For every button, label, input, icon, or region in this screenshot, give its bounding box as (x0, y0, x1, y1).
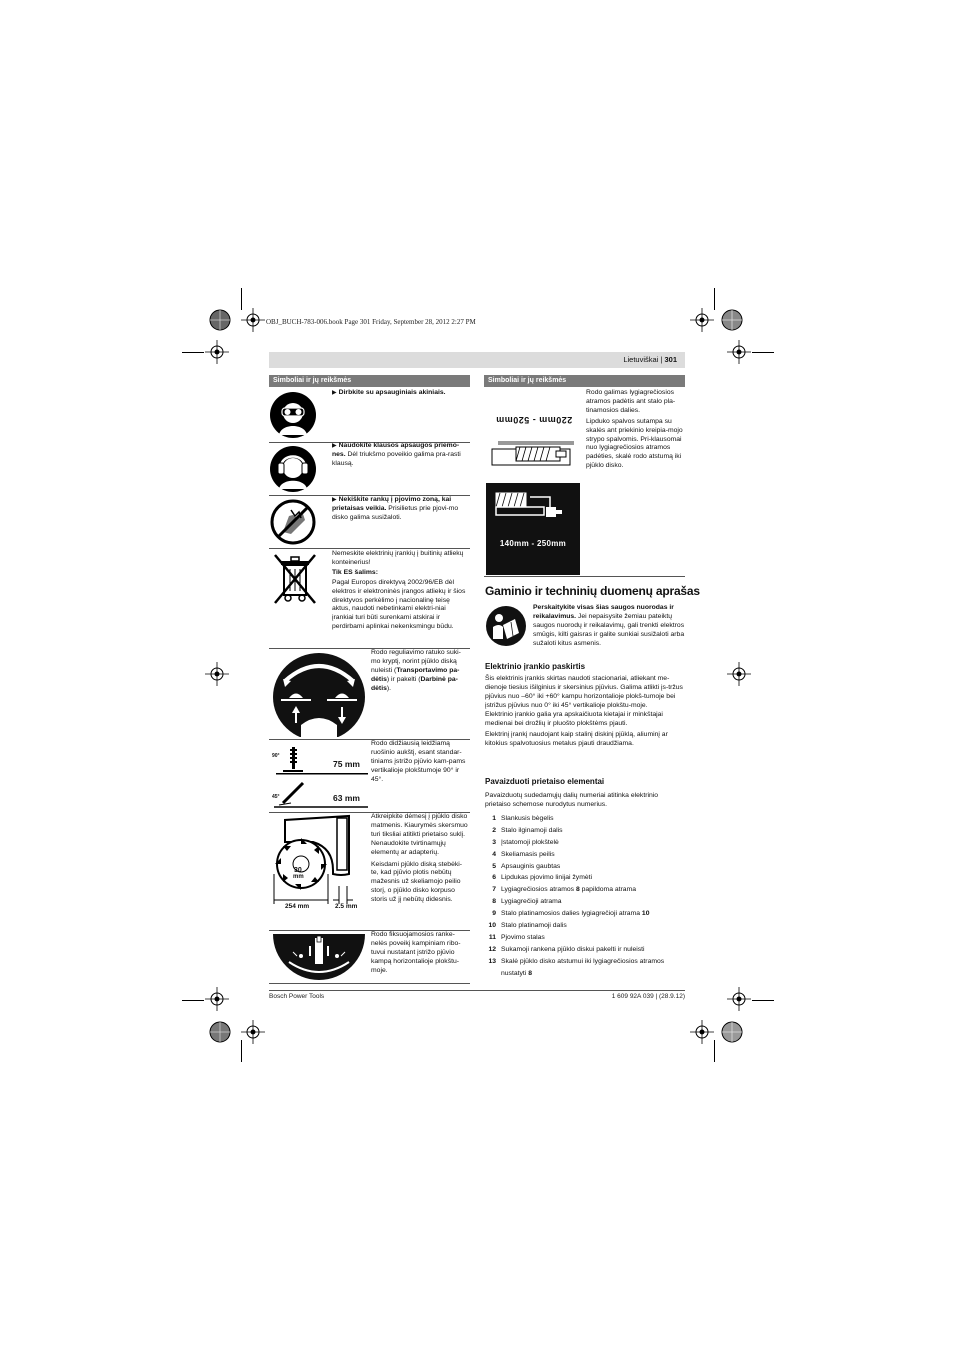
list-item: 5 Apsauginis gaubtas (492, 862, 561, 870)
list-item: 13 Skalė pjūklo disko atstumui iki lygiagrečiosios atramos nustatyti 8 (488, 957, 665, 977)
ear-text: Dėl triukšmo poveikio galima pra-rasti klausą. (332, 450, 461, 467)
symbol-row-lock-knob (269, 930, 470, 984)
blade-text-1: Atkreipkite dėmesį į pjūklo disko matmenis. Kiaurymės skersmuo turi tiksliai atitikti prietaiso suklį. Nenaudokite tvirtinamųjų elementų ar adapterių. (371, 813, 468, 856)
footer-left: Bosch Power Tools (269, 993, 325, 1000)
list-item: 3 Įstatomoji plokštelė (492, 838, 559, 846)
list-item: 4 Skeliamasis peilis (492, 850, 555, 858)
symbol-row-ear-protection (269, 442, 470, 496)
list-item: 9 Stalo platinamosios dalies lygiagrečioji atrama 10 (492, 910, 650, 918)
knob-direction-icon (271, 651, 367, 742)
crop-mark (182, 352, 204, 353)
registration-mark (690, 1020, 714, 1044)
list-item: 6 Lipdukas pjovimo linijai žymėti (492, 874, 593, 882)
left-section-title: Simboliai ir jų reikšmės (269, 375, 470, 387)
right-section-title: Simboliai ir jų reikšmės (484, 375, 685, 387)
goggles-text-bold: Dirbkite su apsauginiais akiniais. (338, 389, 446, 396)
lock-text: Rodo fiksuojamosios ranke-nelės poveikį kampiniam ribo-tuvui nustatant įstrižo pjūvio kampą horizontalioje plokštu-moje. (371, 931, 461, 974)
components-list (485, 813, 685, 980)
purpose-heading: Elektrinio įrankio paskirtis (485, 662, 586, 671)
bullet-triangle-icon: ▶ (332, 443, 337, 449)
page-number: 301 (664, 355, 677, 364)
registration-mark (690, 308, 714, 332)
depth-text: Rodo didžiausią leidžiamą ruošinio aukštį, esant standar-tiniams įstrižo pjūvio kam-pams vertikalioje plokštumoje 90° ir 45°. (371, 740, 466, 783)
goggles-icon (269, 391, 317, 444)
crop-mark (752, 352, 774, 353)
symbol-row-hands (269, 495, 470, 549)
depth-63-label: 63 mm (333, 793, 360, 803)
symbol-row-knob (269, 648, 470, 740)
list-item: 8 Lygiagrečioji atrama (492, 898, 562, 906)
list-item: 12 Sukamoji rankena pjūklo diskui pakelti ir nuleisti (488, 945, 645, 953)
cut-depth-icon (271, 741, 371, 816)
crop-mark (241, 288, 242, 310)
knob-text-3: ). (386, 684, 392, 692)
hands-text: Prisilietus prie pjovi-mo disko galima susižaloti. (332, 504, 459, 521)
purpose-text-3: Elektrinį įrankį naudojant kaip stalinį diskinį pjūklą, aliuminį ar kitokius spalvotuosius metalus pjauti draudžiama. (485, 731, 668, 748)
crossed-bin-icon (272, 553, 318, 610)
safety-text-bold: Perskaitykite visas šias saugos nuorodas ir reikalavimus. (533, 604, 674, 620)
blade-text-2: Keisdami pjūklo diską stebėki-te, kad pjūvio plotis nebūtų mažesnis už skeliamojo peilio storį, o pjūklo disko korpuso storis už jį nebūtų didesnis. (371, 860, 463, 904)
blade-width-label: 2.5 mm (335, 903, 358, 910)
symbol-row-blade (269, 812, 470, 931)
bin-text-2: Tik ES šalims: (332, 568, 378, 576)
angle-45-label: 45° (272, 794, 280, 800)
footer-divider (269, 990, 685, 991)
page-header: Lietuviškai | 301 (269, 352, 685, 368)
bullet-triangle-icon: ▶ (332, 497, 337, 503)
fence-diagram (486, 389, 580, 575)
fence-range-bottom-label: 140mm - 250mm (499, 539, 567, 548)
symbol-row-goggles (269, 387, 470, 443)
list-item: 7 Lygiagrečiosios atramos 8 papildoma atrama (492, 886, 637, 894)
registration-mark (208, 1020, 232, 1044)
registration-mark (727, 987, 751, 1011)
knob-text-bold-1: Transportavimo pa-dėtis (371, 666, 460, 683)
blade-diameter-label: 254 mm (285, 903, 310, 910)
knob-text-bold-2: Darbinė pa-dėtis (371, 675, 458, 692)
registration-mark (205, 987, 229, 1011)
miter-lock-icon (271, 932, 367, 985)
bore-size-label: 30 (294, 867, 302, 874)
registration-mark (241, 308, 265, 332)
purpose-text-1: Šis elektrinis įrankis skirtas naudoti stacionariai, atliekant me-dienoje tiesius išilginius ir skersinius pjūvius. Galima atlikti įs-tržus pjūvius nuo –60° iki +60° kampu horizontalioje plokš-tumoje bei įstrižus pjūvius nuo 0° iki 45° vertikalioje plokštu-moje. (485, 675, 683, 709)
knob-text-2: ) ir pakelti ( (386, 675, 421, 683)
bin-text-1: Nemeskite elektrinių įrankių į buitinių atliekų konteinerius! (332, 550, 464, 566)
registration-mark (208, 308, 232, 332)
safety-text: Jei nepaisysite žemiau pateiktų saugos nuorodų ir reikalavimų, gali trenkti elektros smūgis, kilti gaisras ir galite sunkiai susižaloti arba sužaloti kitus asmenis. (533, 612, 685, 647)
main-heading: Gaminio ir techninių duomenų aprašas (485, 584, 700, 598)
registration-mark (205, 662, 229, 686)
bin-text-3: Pagal Europos direktyvą 2002/96/EB dėl elektros ir elektroninės įrangos atliekų ir šios direktyvos perkėlimo į nacionalinę teisę aktus, naudoti nebetinkami elektri-niai įrankiai turi būti surenkami atskirai ir perdirbami aplinkai nekenksmingu būdu. (332, 578, 466, 631)
header-language: Lietuviškai (623, 355, 659, 364)
registration-mark (727, 662, 751, 686)
symbol-row-waste-bin (269, 548, 470, 649)
crop-mark (714, 288, 715, 310)
list-item: 1 Slankusis bėgelis (492, 815, 554, 822)
fence-text-2: Lipduko spalvos sutampa su skalės ant priekinio kreipia-mojo strypo spalvomis. Pri-klausomai nuo lygiagrečiosios atramos padėties, skalė rodo atstumą iki pjūklo disko. (586, 417, 683, 470)
list-item: 11 Pjovimo stalas (488, 933, 545, 941)
crop-mark (241, 1040, 242, 1062)
crop-mark (752, 1000, 774, 1001)
ear-protection-icon (269, 445, 317, 498)
crop-mark (182, 1000, 204, 1001)
list-item: 2 Stalo ilginamoji dalis (492, 826, 563, 834)
symbol-row-cut-depth (269, 739, 470, 813)
hands-text-bold: Nekiškite rankų į pjovimo zoną, kai prietaisas veikia. (332, 496, 452, 512)
registration-mark (727, 340, 751, 364)
registration-mark (720, 1020, 744, 1044)
purpose-text-2: Elektrinio įrankio galia yra apskaičiuota kietajai ir minkštajai medienai bei drožlių ir pluošto plokštėms pjauti. (485, 710, 663, 727)
right-symbols-divider (484, 576, 685, 577)
ear-text-bold: Naudokite klausos apsaugos priemo-nes. (332, 442, 460, 458)
file-info-line: OBJ_BUCH-783-006.book Page 301 Friday, September 28, 2012 2:27 PM (266, 318, 476, 326)
no-hands-icon (269, 498, 317, 551)
components-heading: Pavaizduoti prietaiso elementai (485, 777, 605, 786)
components-intro: Pavaizduotų sudedamųjų dalių numeriai atitinka elektrinio prietaiso schemose nurodytus numerius. (485, 792, 659, 808)
read-manual-icon (485, 605, 527, 652)
footer-right: 1 609 92A 039 | (28.9.12) (611, 993, 685, 1000)
depth-75-label: 75 mm (333, 759, 360, 769)
crop-mark (714, 1040, 715, 1062)
registration-mark (241, 1020, 265, 1044)
bullet-triangle-icon: ▶ (332, 390, 337, 396)
registration-mark (720, 308, 744, 332)
knob-text-1: Rodo reguliavimo ratuko suki-mo kryptį, norint pjūklo diską nuleisti ( (371, 649, 461, 674)
fence-range-top-label: 220mm - 520mm (495, 415, 573, 425)
angle-90-label: 90° (272, 753, 280, 759)
registration-mark (205, 340, 229, 364)
fence-text-1: Rodo galimas lygiagrečiosios atramos padėtis ant stalo pla-tinamosios dalies. (586, 389, 676, 414)
bore-unit-label: mm (293, 874, 304, 880)
list-item: 10 Stalo platinamoji dalis (488, 922, 567, 930)
